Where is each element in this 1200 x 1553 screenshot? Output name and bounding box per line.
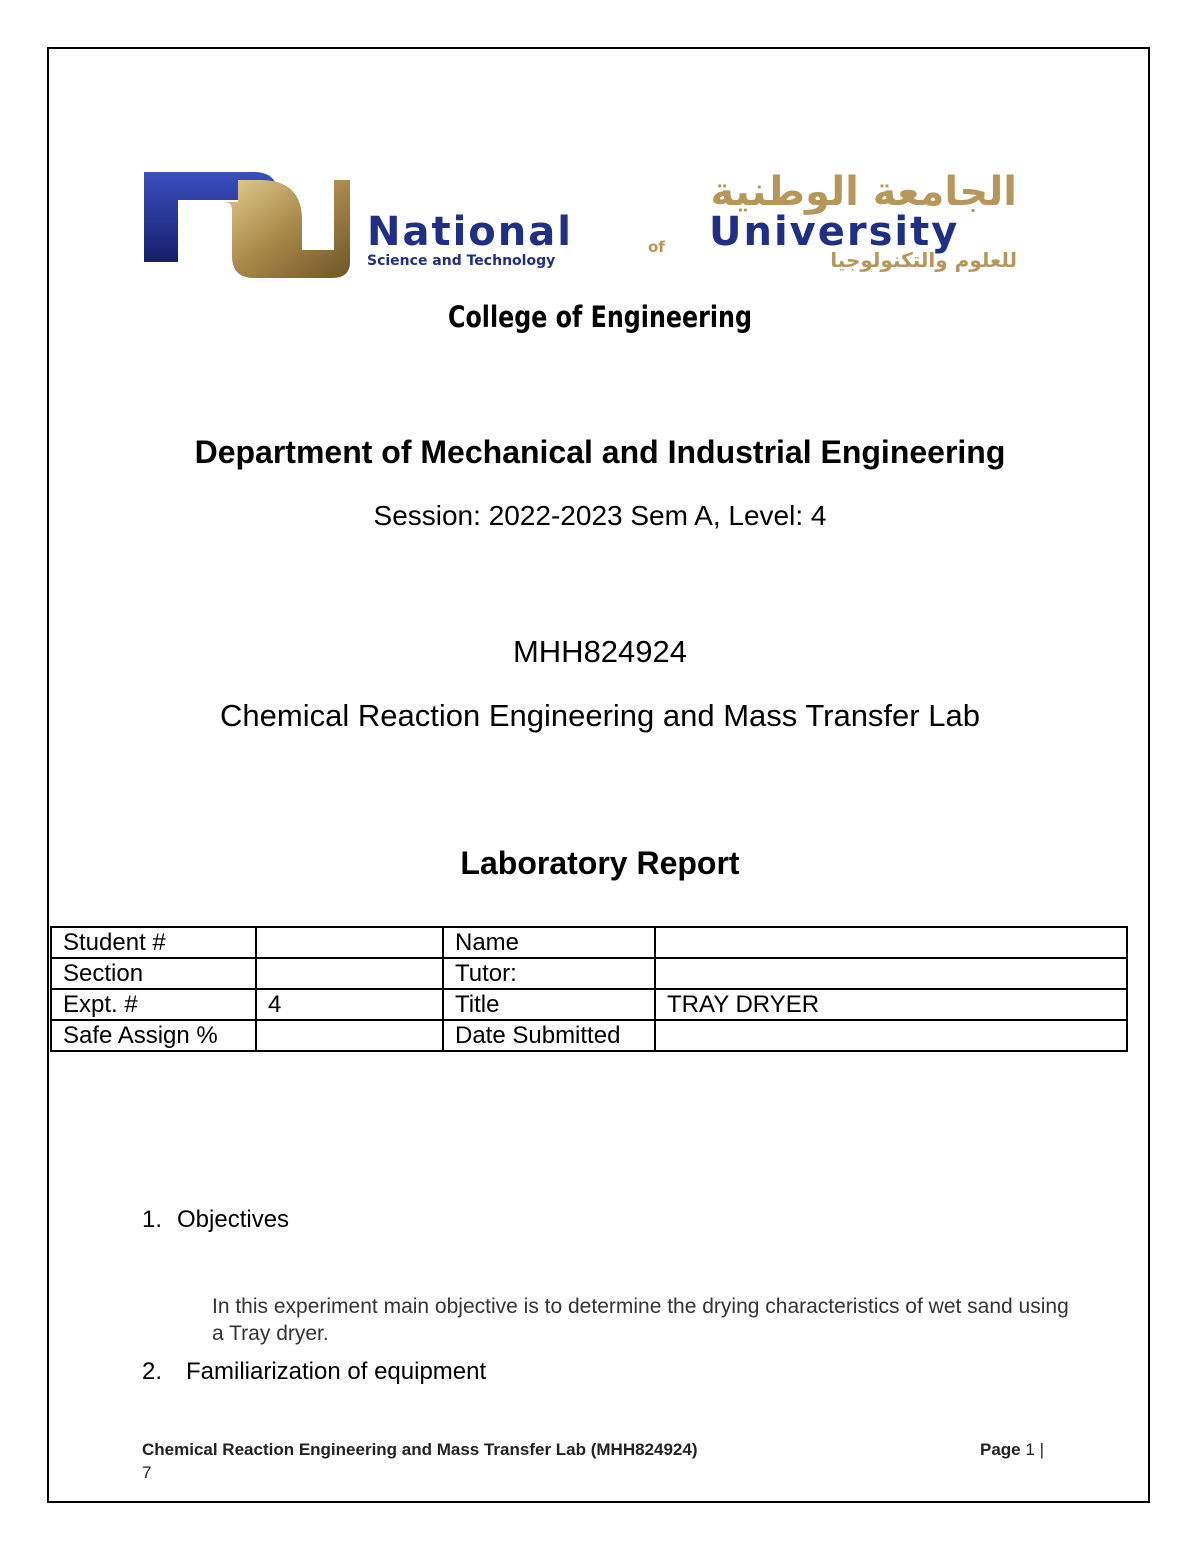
course-title: Chemical Reaction Engineering and Mass Transfer Lab <box>220 698 980 733</box>
table-value <box>256 927 443 958</box>
section-number: 1. <box>142 1206 163 1233</box>
footer-separator: | <box>1039 1440 1044 1459</box>
table-label: Name <box>443 927 655 958</box>
university-subtitle: Science and Technology <box>367 253 556 269</box>
table-value <box>655 927 1127 958</box>
table-label: Student # <box>51 927 256 958</box>
table-label: Safe Assign % <box>51 1020 256 1051</box>
table-value <box>655 958 1127 989</box>
table-label: Date Submitted <box>443 1020 655 1051</box>
university-name-part1: National <box>367 209 573 255</box>
footer-page <box>980 1440 1044 1460</box>
table-row <box>51 958 1127 989</box>
table-value <box>256 1020 443 1051</box>
arabic-university-subtitle: للعلوم والتكنولوجيا <box>830 248 1017 272</box>
footer-page-label: Page <box>980 1440 1021 1459</box>
course-code: MHH824924 <box>512 634 688 669</box>
objectives-text: In this experiment main objective is to determine the drying characteristics of wet sand using a Tray dryer. <box>212 1295 1069 1345</box>
report-title: Laboratory Report <box>460 845 740 881</box>
section-heading: Familiarization of equipment <box>186 1358 487 1385</box>
nu-emblem-icon <box>142 166 352 278</box>
table-row <box>51 1020 1127 1051</box>
section-familiarization-heading <box>142 1358 486 1386</box>
section-number: 2. <box>142 1358 163 1385</box>
session-info: Session: 2022-2023 Sem A, Level: 4 <box>373 500 827 531</box>
section-objectives-heading <box>142 1206 289 1234</box>
university-name-part2: University <box>709 209 960 255</box>
table-row <box>51 927 1127 958</box>
college-name: College of Engineering <box>448 300 752 334</box>
footer-total-pages: 7 <box>142 1463 152 1482</box>
footer-page-number: 1 <box>1025 1440 1035 1459</box>
table-value <box>655 1020 1127 1051</box>
table-label: Expt. # <box>51 989 256 1020</box>
section-heading: Objectives <box>177 1206 290 1233</box>
table-value: 4 <box>256 989 443 1020</box>
table-label: Title <box>443 989 655 1020</box>
footer-course: Chemical Reaction Engineering and Mass Transfer Lab (MHH824924) <box>142 1440 698 1459</box>
student-info-table <box>50 926 1128 1052</box>
table-value <box>256 958 443 989</box>
arabic-university-name: الجامعة الوطنية <box>710 169 1017 215</box>
table-row <box>51 989 1127 1020</box>
table-value: TRAY DRYER <box>655 989 1127 1020</box>
table-label: Section <box>51 958 256 989</box>
university-of: of <box>648 238 665 256</box>
table-label: Tutor: <box>443 958 655 989</box>
university-logo <box>142 162 1022 282</box>
department-name: Department of Mechanical and Industrial Engineering <box>194 434 1006 470</box>
